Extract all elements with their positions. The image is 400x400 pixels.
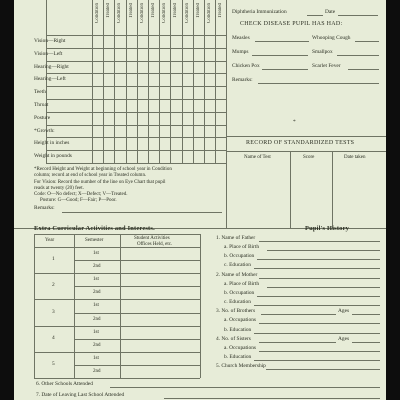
history-subitem: b. Education (224, 353, 252, 360)
col-activities-2: Offices Held, etc. (137, 242, 173, 247)
history-field[interactable] (266, 369, 380, 370)
semester-label: 2nd (93, 368, 101, 374)
semester-label: 2nd (93, 264, 101, 270)
history-field[interactable] (267, 287, 380, 288)
year-label: 4 (52, 334, 55, 341)
diphtheria-label: Diphtheria Immunization (232, 9, 287, 15)
semester-label: 1st (93, 277, 99, 283)
col-header-1: Condition (95, 3, 100, 24)
activity-cell[interactable] (121, 352, 200, 365)
activity-cell[interactable] (121, 273, 200, 286)
health-row-label: Height in inches (34, 140, 70, 147)
ages-field[interactable] (352, 342, 380, 343)
col-header-10: Treated (195, 3, 201, 19)
activity-cell[interactable] (121, 260, 200, 273)
col-header-11: Condition (207, 3, 212, 24)
health-remarks-line[interactable] (62, 212, 222, 213)
history-field[interactable] (254, 360, 380, 361)
history-subitem: b. Occupation (224, 253, 255, 260)
whooping-cough-label: Whooping Cough (312, 35, 351, 41)
col-header-9: Condition (184, 3, 190, 24)
col-header-3: Condition (117, 3, 123, 24)
history-subitem: a. Place of Birth (224, 244, 260, 251)
history-field[interactable] (261, 314, 336, 315)
activity-cell[interactable] (121, 247, 200, 260)
col-header-5: Condition (139, 3, 145, 24)
check-disease-title: CHECK DISEASE PUPIL HAS HAD: (240, 21, 343, 27)
tests-title: RECORD OF STANDARDIZED TESTS (246, 140, 355, 146)
ages-label: Ages (338, 308, 350, 315)
health-row-label: Posture (34, 114, 51, 121)
activity-cell[interactable] (121, 339, 200, 352)
activity-cell[interactable] (121, 299, 200, 312)
semester-label: 1st (93, 355, 99, 361)
col-header-7: Condition (162, 3, 168, 24)
health-row-label: Weight in pounds (34, 153, 72, 160)
health-row-label: Throat (34, 102, 49, 108)
chicken-pox-label: Chicken Pox (232, 63, 260, 69)
other-schools-label: 6. Other Schools Attended (36, 381, 93, 387)
health-row-label: Vision—Right (34, 38, 66, 44)
col-header-6: Treated (151, 3, 156, 19)
measles-label: Measles (232, 35, 250, 41)
history-item: 1. Name of Father (216, 235, 256, 241)
history-field[interactable] (254, 333, 380, 334)
mumps-label: Mumps (232, 49, 249, 55)
history-item: 5. Church Membership (216, 363, 266, 370)
history-subitem: a. Occupations (224, 317, 257, 324)
note-height-1: *Record Height and Weight at beginning of school year in Condition (34, 167, 172, 172)
col-header-12: Treated (218, 3, 224, 19)
semester-label: 2nd (93, 342, 101, 348)
smallpox-field[interactable] (337, 55, 379, 56)
activity-cell[interactable] (121, 286, 200, 299)
semester-label: 1st (93, 329, 99, 335)
ages-field[interactable] (352, 314, 380, 315)
year-label: 3 (52, 308, 55, 315)
activity-cell[interactable] (121, 326, 200, 339)
asterisk-mark: * (293, 119, 296, 125)
semester-label: 1st (93, 303, 99, 309)
history-field[interactable] (259, 342, 336, 343)
col-activities-1: Student Activities (134, 236, 170, 241)
history-subitem: a. Place of Birth (224, 280, 260, 287)
activity-cell[interactable] (121, 313, 200, 326)
extra-title: Extra Curricular Activities and Interests. (34, 225, 155, 232)
history-field[interactable] (254, 305, 380, 306)
scarlet-fever-field[interactable] (348, 69, 379, 70)
health-row-label: Hearing—Left (34, 76, 66, 83)
note-code-2: Posture: G—Good; F—Fair; P—Poor. (40, 198, 117, 203)
note-vision-2: reads at twenty (20) feet. (34, 186, 84, 191)
health-row-label: Hearing—Right (34, 63, 69, 70)
history-field[interactable] (267, 250, 380, 251)
disease-remarks-label: Remarks: (232, 77, 253, 83)
col-semester: Semester (85, 238, 104, 243)
scarlet-fever-label: Scarlet Fever (312, 63, 341, 69)
history-item: 3. No. of Brothers (216, 308, 256, 315)
health-remarks-label: Remarks: (34, 205, 55, 211)
history-subitem: b. Occupation (224, 289, 255, 296)
col-header-2: Treated (106, 3, 112, 19)
health-row-label: *Growth: (34, 127, 55, 134)
semester-label: 2nd (93, 290, 101, 296)
measles-field[interactable] (255, 41, 309, 42)
history-field[interactable] (254, 268, 380, 269)
history-field[interactable] (259, 351, 380, 352)
history-field[interactable] (259, 323, 380, 324)
tests-col-score: Score (303, 155, 315, 160)
tests-col-name: Name of Test (244, 155, 271, 160)
activity-cell[interactable] (121, 365, 200, 378)
history-subitem: c. Education (224, 299, 251, 306)
semester-label: 2nd (93, 316, 101, 322)
leaving-date-label: 7. Date of Leaving Last School Attended (36, 392, 125, 398)
note-height-2: column; record at end of school year in Treated column. (34, 173, 147, 178)
health-row-label: Teeth (34, 89, 46, 96)
year-label: 5 (52, 360, 55, 367)
other-schools-field[interactable] (110, 387, 380, 388)
note-vision-1: For Vision: Record the number of the line on Eye Chart that pupil (34, 180, 166, 185)
history-item: 4. No. of Sisters (216, 335, 251, 342)
history-subitem: a. Occupations (224, 344, 257, 351)
leaving-date-field[interactable] (164, 398, 380, 399)
col-header-4: Treated (128, 3, 134, 19)
col-year: Year (45, 238, 55, 243)
ages-label: Ages (338, 335, 350, 342)
year-label: 1 (52, 256, 55, 263)
smallpox-label: Smallpox (312, 49, 333, 55)
history-item: 2. Name of Mother (216, 271, 258, 278)
history-field[interactable] (259, 278, 380, 279)
history-field[interactable] (257, 259, 380, 260)
history-subitem: b. Education (224, 326, 252, 333)
semester-label: 1st (93, 251, 99, 256)
whooping-cough-field[interactable] (355, 41, 379, 42)
tests-col-date: Date taken (344, 155, 366, 160)
year-label: 2 (52, 282, 55, 289)
diphtheria-date-field[interactable] (338, 15, 378, 16)
diphtheria-date-label: Date (325, 9, 336, 15)
health-row-label: Vision—Left (34, 50, 63, 57)
history-field[interactable] (259, 241, 380, 242)
diphtheria-field[interactable] (307, 15, 323, 16)
note-code-1: Code: O—No defect; X—Defect; V—Treated. (34, 192, 128, 197)
col-header-8: Treated (173, 3, 179, 19)
history-subitem: c. Education (224, 262, 251, 269)
chicken-pox-field[interactable] (262, 69, 308, 70)
disease-remarks-field[interactable] (258, 83, 379, 84)
history-title: Pupil's History (305, 225, 350, 232)
history-field[interactable] (257, 296, 380, 297)
mumps-field[interactable] (252, 55, 308, 56)
record-card (14, 0, 386, 400)
